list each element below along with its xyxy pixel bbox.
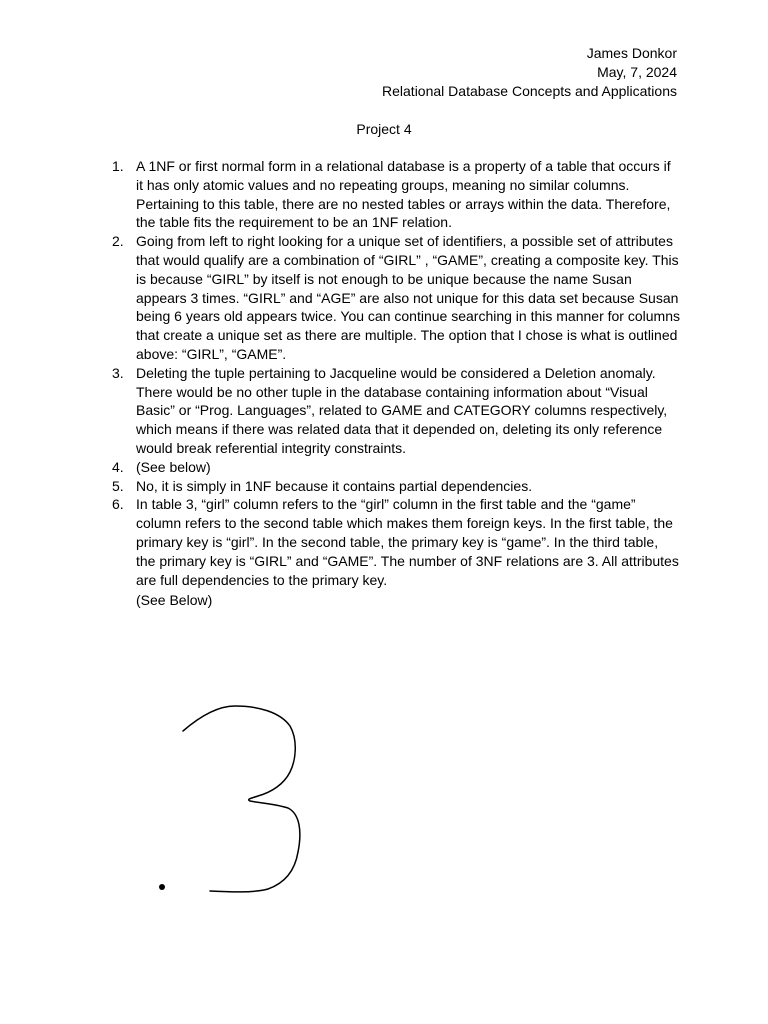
document-header [382, 44, 677, 101]
document-title: Project 4 [356, 121, 412, 137]
answer-text: In table 3, “girl” column refers to the “girl” column in the first table and the “game” column refers to the second table which makes them foreign keys. In the first table, the primary key is “girl”. In the second table, the primary key is “game”. In the third table, the primary key is “GIRL” and “GAME”. The number of 3NF relations are 3. All attributes are full dependencies to the primary key. [136, 496, 679, 588]
answer-text: (See below) [136, 458, 211, 475]
course-name: Relational Database Concepts and Applications [382, 83, 677, 99]
see-below-note: (See Below) [136, 592, 213, 608]
answer-text: Going from left to right looking for a unique set of identifiers, a possible set of attributes that would qualify are a combination of “GIRL” , “GAME”, creating a composite key. This is because “GIRL” by itself is not enough to be unique because the name Susan appears 3 times. “GIRL” and “AGE” are also not unique for this data set because Susan being 6 years old appears twice. You can continue searching in this manner for columns that create a unique set as there are multiple. The option that I chose is what is outlined above: “GIRL”, “GAME”. [136, 233, 680, 362]
answer-text: A 1NF or first normal form in a relational database is a property of a table that occurs if it has only atomic values and no repeating groups, meaning no similar columns. Pertaining to this table, there are no nested tables or arrays within the data. Therefore, the table fits the requirement to be an 1NF relation. [136, 158, 671, 231]
answer-item-2 [108, 232, 680, 364]
answer-text: Deleting the tuple pertaining to Jacqueline would be considered a Deletion anomaly. There would be no other tuple in the database containing information about “Visual Basic” or “Prog. Languages”, related to GAME and CATEGORY columns respectively, which means if there was related data that it depended on, deleting its only reference would break referential integrity constraints. [136, 364, 668, 456]
answer-item-6 [108, 495, 680, 589]
document-date: May, 7, 2024 [597, 64, 677, 80]
answer-number: 5. [112, 477, 124, 494]
answer-item-4 [108, 458, 680, 477]
answer-item-1 [108, 157, 680, 232]
answer-item-3 [108, 364, 680, 458]
answer-item-5 [108, 477, 680, 496]
handwritten-stroke [183, 706, 300, 892]
answer-text: No, it is simply in 1NF because it contains partial dependencies. [136, 477, 533, 494]
answer-number: 3. [112, 364, 124, 381]
answer-number: 6. [112, 496, 124, 513]
answer-list [108, 157, 680, 589]
author-name: James Donkor [586, 45, 677, 61]
answer-number: 2. [112, 233, 124, 250]
handwritten-drawing [150, 700, 320, 900]
answer-number: 4. [112, 458, 124, 475]
handwritten-dot [159, 884, 165, 890]
answer-number: 1. [112, 158, 124, 174]
